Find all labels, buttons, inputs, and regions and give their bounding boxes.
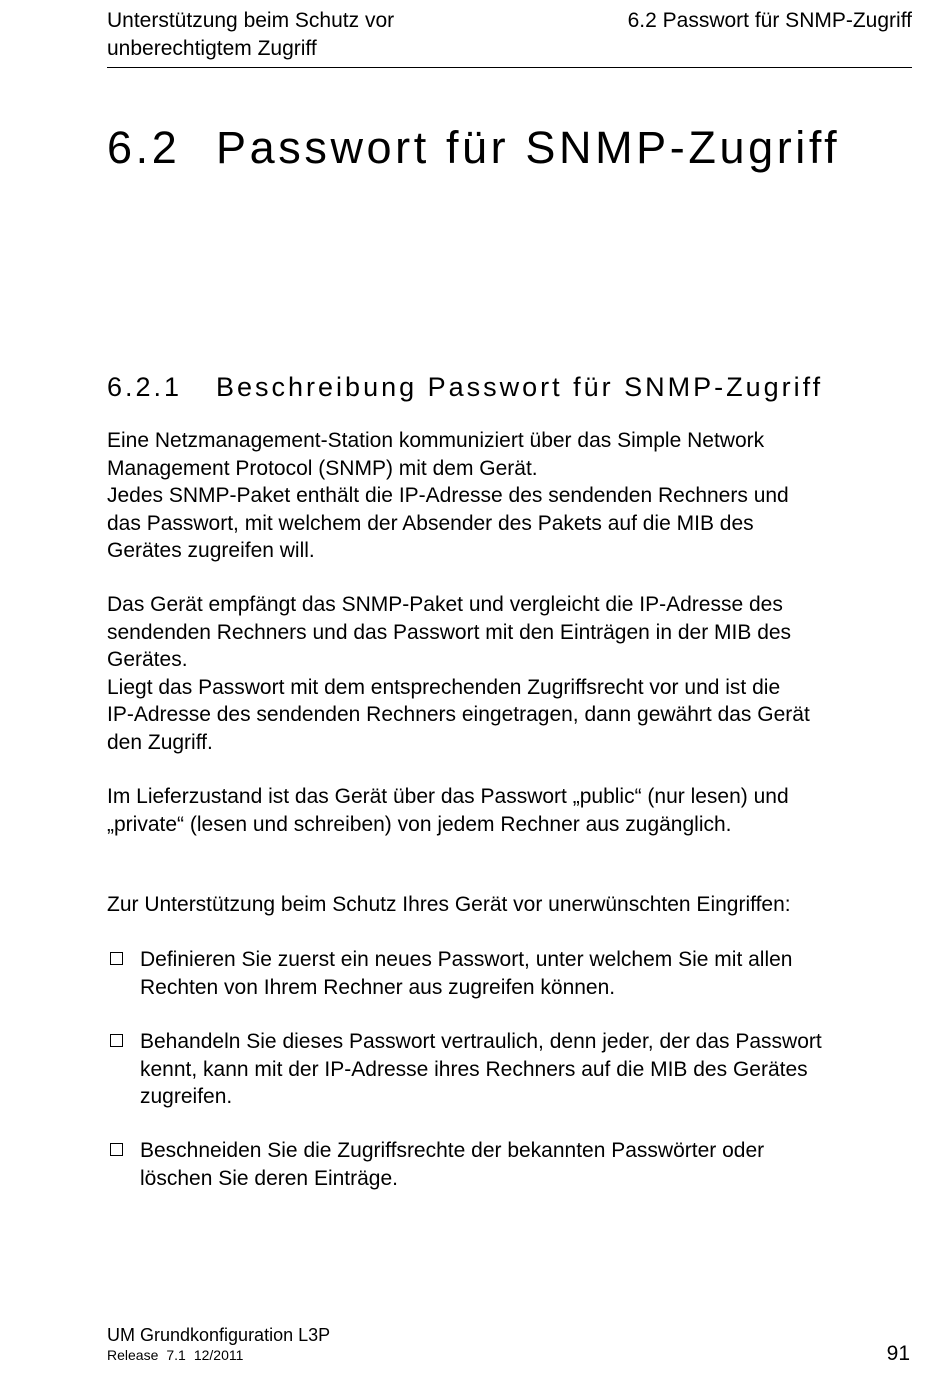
paragraph-access-check bbox=[107, 591, 917, 756]
footer-release-label: Release bbox=[107, 1347, 159, 1363]
list-item-line: zugreifen. bbox=[140, 1085, 233, 1108]
footer-release-date: 12/2011 bbox=[193, 1347, 244, 1363]
list-item-text bbox=[140, 1028, 822, 1111]
subsection-number: 6.2.1 bbox=[107, 372, 183, 402]
section-title: Passwort für SNMP-Zugriff bbox=[216, 122, 841, 173]
running-header-chapter bbox=[107, 7, 487, 63]
paragraph-line: IP-Adresse des sendenden Rechners eingetragen, dann gewährt das Gerät bbox=[107, 703, 810, 726]
paragraph-protection-intro bbox=[107, 891, 917, 919]
running-header-section: 6.2 Passwort für SNMP-Zugriff bbox=[627, 9, 912, 32]
paragraph-line: Im Lieferzustand ist das Gerät über das Passwort „public“ (nur lesen) und bbox=[107, 785, 789, 808]
paragraph-default-state bbox=[107, 783, 917, 838]
running-header-chapter-line-1: Unterstützung beim Schutz vor bbox=[107, 9, 395, 32]
checkbox-bullet-icon bbox=[110, 952, 123, 965]
section-heading bbox=[107, 122, 840, 174]
paragraph-snmp-description bbox=[107, 427, 917, 565]
paragraph-line: „private“ (lesen und schreiben) von jedem Rechner aus zugänglich. bbox=[107, 812, 732, 836]
checkbox-bullet-icon bbox=[110, 1143, 123, 1156]
paragraph-line: Eine Netzmanagement-Station kommuniziert über das Simple Network bbox=[107, 429, 765, 452]
paragraph-line: Liegt das Passwort mit dem entsprechenden Zugriffsrecht vor und ist die bbox=[107, 675, 781, 699]
paragraph-line: den Zugriff. bbox=[107, 730, 213, 754]
paragraph-line: Zur Unterstützung beim Schutz Ihres Gerät vor unerwünschten Eingriffen: bbox=[107, 893, 791, 916]
paragraph-line: Management Protocol (SNMP) mit dem Gerät. bbox=[107, 456, 538, 480]
list-item-text bbox=[140, 946, 792, 1001]
checkbox-bullet-icon bbox=[110, 1034, 123, 1047]
paragraph-line: Jedes SNMP-Paket enthält die IP-Adresse des sendenden Rechners und bbox=[107, 484, 789, 507]
list-item-line: Beschneiden Sie die Zugriffsrechte der bekannten Passwörter oder bbox=[140, 1139, 765, 1162]
footer-release-version: 7.1 bbox=[166, 1347, 186, 1363]
page-number: 91 bbox=[886, 1342, 910, 1365]
header-divider bbox=[107, 67, 912, 68]
list-item-line: Definieren Sie zuerst ein neues Passwort, unter welchem Sie mit allen bbox=[140, 948, 793, 971]
subsection-heading bbox=[107, 370, 823, 404]
paragraph-line: Gerätes zugreifen will. bbox=[107, 539, 315, 562]
footer-release bbox=[107, 1346, 243, 1364]
list-item-line: kennt, kann mit der IP-Adresse ihres Rechners auf die MIB des Gerätes bbox=[140, 1057, 808, 1081]
paragraph-line: Das Gerät empfängt das SNMP-Paket und vergleicht die IP-Adresse des bbox=[107, 593, 783, 616]
paragraph-line: sendenden Rechners und das Passwort mit den Einträgen in der MIB des bbox=[107, 620, 792, 644]
paragraph-line: das Passwort, mit welchem der Absender des Pakets auf die MIB des bbox=[107, 511, 754, 535]
list-item-line: Behandeln Sie dieses Passwort vertraulich, denn jeder, der das Passwort bbox=[140, 1030, 822, 1053]
section-number: 6.2 bbox=[107, 122, 181, 173]
footer-document-title: UM Grundkonfiguration L3P bbox=[107, 1325, 331, 1345]
list-item-text bbox=[140, 1137, 764, 1192]
subsection-title: Beschreibung Passwort für SNMP-Zugriff bbox=[216, 372, 824, 402]
paragraph-line: Gerätes. bbox=[107, 648, 188, 671]
running-header-chapter-line-2: unberechtigtem Zugriff bbox=[107, 37, 317, 60]
list-item-line: löschen Sie deren Einträge. bbox=[140, 1166, 398, 1190]
list-item-line: Rechten von Ihrem Rechner aus zugreifen können. bbox=[140, 975, 616, 999]
